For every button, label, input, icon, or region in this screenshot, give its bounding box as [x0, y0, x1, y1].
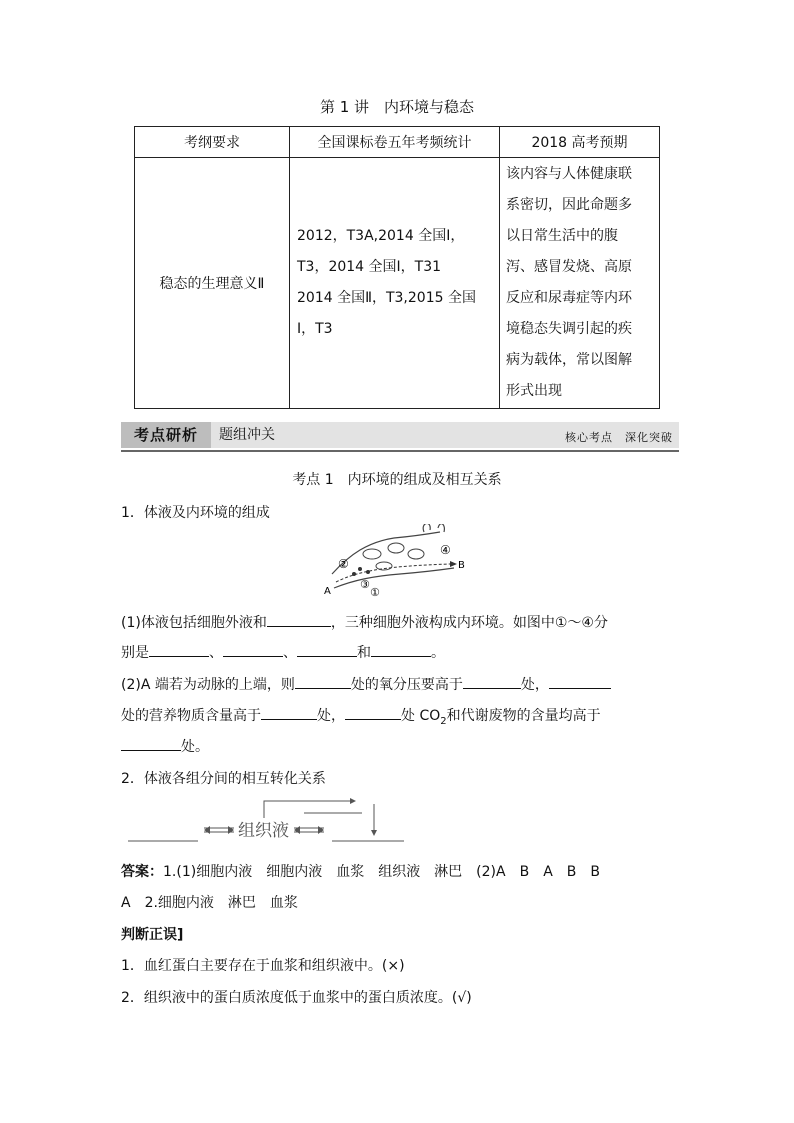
arrow-left-icon: [204, 826, 210, 834]
fill-blank[interactable]: [121, 736, 181, 751]
text-segment: 和: [357, 645, 371, 661]
fill-blank[interactable]: [223, 642, 283, 657]
fill-blank[interactable]: [295, 674, 351, 689]
judge-item: 2．组织液中的蛋白质浓度低于血浆中的蛋白质浓度。(√): [121, 990, 472, 1006]
forecast-line: 形式出现: [506, 383, 562, 399]
co2-subscript: 2: [440, 715, 447, 727]
text-segment: 处，: [520, 677, 549, 693]
cell-shape: [408, 549, 424, 559]
fill-blank[interactable]: [549, 674, 611, 689]
blood-cell-dot: [352, 572, 356, 576]
cell-shape: [388, 543, 404, 553]
fill-blank[interactable]: [261, 705, 317, 720]
diagram-label: B: [458, 560, 465, 571]
forecast-line: 系密切，因此命题多: [506, 197, 632, 213]
text-segment: (1)体液包括细胞外液和: [121, 615, 267, 631]
conversion-diagram: [124, 796, 414, 848]
heading-body-fluid: 1．体液及内环境的组成: [121, 505, 270, 521]
flow-arrow-icon: [450, 561, 457, 567]
section-title: 考点 1 内环境的组成及相互关系: [292, 472, 502, 488]
text-segment: 。: [431, 645, 445, 661]
table-cell-stats: [290, 158, 500, 409]
heading-conversion: 2．体液各组分间的相互转化关系: [121, 771, 326, 787]
text-segment: ，三种细胞外液构成内环境。如图中①～④分: [330, 615, 608, 631]
arrow-down-icon: [371, 830, 377, 836]
stats-line: 2012，T3A,2014 全国Ⅰ，: [297, 228, 465, 244]
question-2-line-2: [121, 705, 601, 727]
question-2-line-3: [121, 736, 209, 756]
text-segment: 处。: [181, 739, 209, 755]
forecast-line: 该内容与人体健康联: [506, 166, 632, 182]
text-segment: 处 CO: [401, 708, 441, 724]
forecast-line: 反应和尿毒症等内环: [506, 290, 632, 306]
stats-line: Ⅰ，T3: [297, 321, 333, 337]
diagram-label: ①: [370, 586, 380, 599]
text-segment: 别是: [121, 645, 149, 661]
forecast-line: 病为载体，常以图解: [506, 352, 632, 368]
requirements-table: [134, 126, 660, 409]
lymph-capillary: [423, 524, 444, 532]
fill-blank[interactable]: [149, 642, 209, 657]
text-segment: 、: [283, 645, 297, 661]
page-title: 第 1 讲 内环境与稳态: [319, 98, 475, 116]
question-1-line-2: [121, 642, 445, 662]
table-header-forecast: 2018 高考预期: [500, 127, 660, 158]
judge-title: 判断正误]: [121, 927, 184, 943]
diagram-label: ③: [360, 578, 370, 591]
banner-subtitle: 题组冲关: [219, 427, 275, 443]
answer-label: 答案：: [121, 864, 163, 880]
forecast-line: 泻、感冒发烧、高原: [506, 259, 632, 275]
question-2-line-1: [121, 674, 611, 694]
table-cell-requirement: 稳态的生理意义Ⅱ: [135, 158, 290, 409]
text-segment: 处的氧分压要高于: [350, 677, 463, 693]
cell-shape: [363, 549, 381, 559]
blood-cell-dot: [366, 570, 370, 574]
judge-item: 1．血红蛋白主要存在于血浆和组织液中。(×): [121, 958, 405, 974]
forecast-line: 以日常生活中的腹: [506, 228, 618, 244]
arrow-right-icon: [318, 826, 324, 834]
answer-line-2: A 2.细胞内液 淋巴 血浆: [121, 895, 298, 911]
arrow-left-icon: [294, 826, 300, 834]
text-segment: 和代谢废物的含量均高于: [446, 708, 601, 724]
arrow-right-icon: [350, 798, 356, 804]
answer-line-1: [121, 861, 600, 881]
section-banner: [121, 422, 679, 452]
fill-blank[interactable]: [267, 612, 331, 627]
diagram-center-label: 组织液: [238, 821, 289, 841]
blood-cell-dot: [358, 567, 362, 571]
diagram-label: ④: [440, 543, 451, 557]
fill-blank[interactable]: [463, 674, 521, 689]
text-segment: 、: [209, 645, 223, 661]
fill-blank[interactable]: [297, 642, 357, 657]
banner-rule: [121, 450, 679, 452]
forecast-line: 境稳态失调引起的疾: [506, 321, 632, 337]
diagram-label: A: [324, 586, 331, 597]
tissue-diagram: [320, 524, 470, 600]
table-cell-forecast: [500, 158, 660, 409]
table-header-stats: 全国课标卷五年考频统计: [290, 127, 500, 158]
text-segment: 处，: [317, 708, 345, 724]
question-1-line-1: [121, 612, 608, 632]
answer-text: 1.(1)细胞内液 细胞内液 血浆 组织液 淋巴 (2)A B A B B: [163, 864, 600, 880]
stats-line: T3，2014 全国Ⅰ，T31: [297, 259, 442, 275]
text-segment: 处的营养物质含量高于: [121, 708, 261, 724]
connector-line: [264, 801, 350, 818]
banner-tag: 考点研析: [121, 422, 211, 448]
text-segment: (2)A 端若为动脉的上端，则: [121, 677, 295, 693]
table-header-requirement: 考纲要求: [135, 127, 290, 158]
fill-blank[interactable]: [345, 705, 401, 720]
banner-right-text: 核心考点 深化突破: [565, 431, 673, 444]
stats-line: 2014 全国Ⅱ，T3,2015 全国: [297, 290, 476, 306]
arrow-right-icon: [228, 826, 234, 834]
vessel-lower-wall: [334, 568, 454, 588]
fill-blank[interactable]: [371, 642, 431, 657]
diagram-label: ②: [338, 557, 349, 571]
